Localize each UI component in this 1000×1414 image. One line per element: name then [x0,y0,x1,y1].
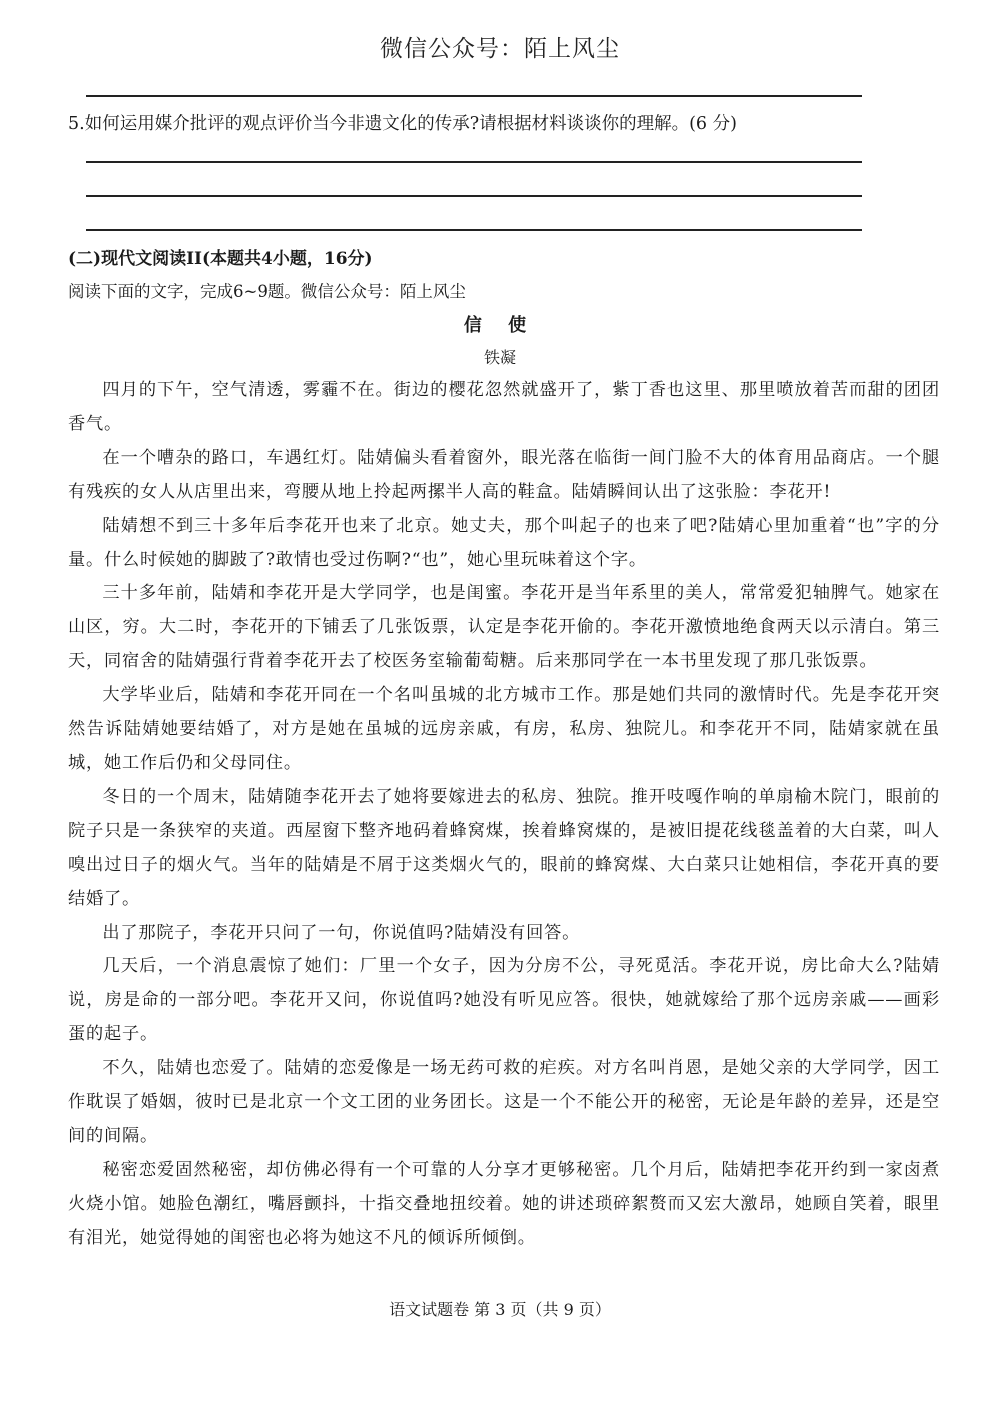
story-body [68,374,940,1256]
story-paragraph: 四月的下午，空气清透，雾霾不在。街边的樱花忽然就盛开了，紫丁香也这里、那里喷放着苦而甜的团团香气。 [68,380,940,434]
story-paragraph: 出了那院子，李花开只问了一句，你说值吗?陆婧没有回答。 [102,922,581,943]
section-title: (二)现代文阅读II(本题共4小题，16分) [68,249,373,269]
story-title: 信 使 [463,315,537,336]
answer-line [86,95,862,97]
story-paragraph: 三十多年前，陆婧和李花开是大学同学，也是闺蜜。李花开是当年系里的美人，常常爱犯轴脾气。她家在山区，穷。大二时，李花开的下铺丢了几张饭票，认定是李花开偷的。李花开激愤地绝食两天以示清白。第三天，同宿舍的陆婧强行背着李花开去了校医务室输葡萄糖。后来那同学在一本书里发现了那几张饭票。 [68,583,940,672]
page-header: 微信公众号：陌上风尘 [380,36,620,62]
question-5: 5.如何运用媒介批评的观点评价当今非遗文化的传承?请根据材料谈谈你的理解。(6 分) [68,114,737,134]
story-paragraph: 冬日的一个周末，陆婧随李花开去了她将要嫁进去的私房、独院。推开吱嘎作响的单扇榆木院门，眼前的院子只是一条狭窄的夹道。西屋窗下整齐地码着蜂窝煤，挨着蜂窝煤的，是被旧提花线毯盖着的大白菜，叫人嗅出过日子的烟火气。当年的陆婧是不屑于这类烟火气的，眼前的蜂窝煤、大白菜只让她相信，李花开真的要结婚了。 [68,786,940,909]
answer-line [86,161,862,163]
story-paragraph: 不久，陆婧也恋爱了。陆婧的恋爱像是一场无药可救的疟疾。对方名叫肖恩，是她父亲的大学同学，因工作耽误了婚姻，彼时已是北京一个文工团的业务团长。这是一个不能公开的秘密，无论是年龄的差异，还是空间的间隔。 [68,1058,940,1146]
answer-line [86,195,862,197]
page-footer: 语文试题卷 第 3 页（共 9 页） [389,1300,611,1319]
section-instruction: 阅读下面的文字，完成6~9题。微信公众号：陌上风尘 [68,282,466,301]
answer-line [86,229,862,231]
story-paragraph: 陆婧想不到三十多年后李花开也来了北京。她丈夫，那个叫起子的也来了吧?陆婧心里加重着“也”字的分量。什么时候她的脚跛了?敢情也受过伤啊?“也”，她心里玩味着这个字。 [68,515,940,570]
story-author: 铁凝 [483,348,516,367]
story-paragraph: 几天后，一个消息震惊了她们：厂里一个女子，因为分房不公，寻死觅活。李花开说，房比命大么?陆婧说，房是命的一部分吧。李花开又问，你说值吗?她没有听见应答。很快，她就嫁给了那个远房亲戚——画彩蛋的起子。 [68,956,940,1045]
story-paragraph: 秘密恋爱固然秘密，却仿佛必得有一个可靠的人分享才更够秘密。几个月后，陆婧把李花开约到一家卤煮火烧小馆。她脸色潮红，嘴唇颤抖，十指交叠地扭绞着。她的讲述琐碎絮赘而又宏大激昂，她顾自笑着，眼里有泪光，她觉得她的闺密也必将为她这不凡的倾诉所倾倒。 [68,1159,940,1248]
story-paragraph: 大学毕业后，陆婧和李花开同在一个名叫虽城的北方城市工作。那是她们共同的激情时代。先是李花开突然告诉陆婧她要结婚了，对方是她在虽城的远房亲戚，有房，私房、独院儿。和李花开不同，陆婧家就在虽城，她工作后仍和父母同住。 [68,685,940,773]
story-paragraph: 在一个嘈杂的路口，车遇红灯。陆婧偏头看着窗外，眼光落在临街一间门脸不大的体育用品商店。一个腿有残疾的女人从店里出来，弯腰从地上拎起两摞半人高的鞋盒。陆婧瞬间认出了这张脸：李花开! [68,447,940,502]
